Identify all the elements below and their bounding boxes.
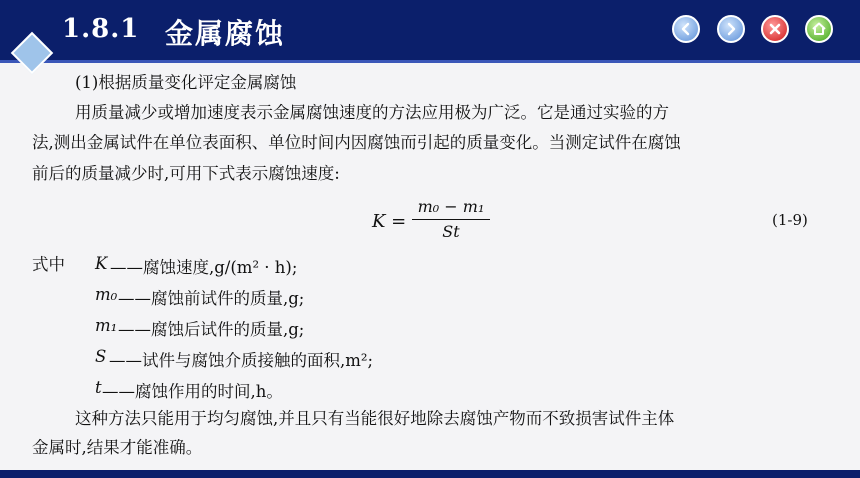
formula-lhs: K = bbox=[372, 211, 407, 232]
definition-text: ——腐蚀作用的时间,h。 bbox=[102, 382, 283, 401]
paragraph-1-line-3: 前后的质量减少时,可用下式表示腐蚀速度: bbox=[32, 164, 340, 183]
definition-text: ——腐蚀速度,g/(m² · h); bbox=[110, 258, 298, 277]
formula-denominator: St bbox=[442, 222, 460, 241]
footer-bar bbox=[0, 470, 860, 478]
page-title: 金属腐蚀 bbox=[165, 17, 286, 50]
formula-fraction bbox=[412, 196, 490, 243]
where-label: 式中 bbox=[32, 255, 65, 274]
definition-text: ——腐蚀前试件的质量,g; bbox=[118, 289, 305, 308]
paragraph-1-line-2: 法,测出金属试件在单位表面积、单位时间内因腐蚀而引起的质量变化。当测定试件在腐蚀 bbox=[32, 133, 681, 152]
paragraph-1-line-1: 用质量减少或增加速度表示金属腐蚀速度的方法应用极为广泛。它是通过实验的方 bbox=[75, 103, 669, 122]
formula-numerator: m₀ − m₁ bbox=[417, 197, 485, 216]
definition-text: ——腐蚀后试件的质量,g; bbox=[118, 320, 305, 339]
corrosion-rate-formula bbox=[372, 196, 492, 246]
home-icon[interactable] bbox=[805, 15, 833, 43]
forward-arrow-icon[interactable] bbox=[717, 15, 745, 43]
definition-symbol: S bbox=[95, 347, 107, 366]
definition-symbol: K bbox=[95, 254, 108, 273]
paragraph-2-line-2: 金属时,结果才能准确。 bbox=[32, 438, 203, 457]
paragraph-2-line-1: 这种方法只能用于均匀腐蚀,并且只有当能很好地除去腐蚀产物而不致损害试件主体 bbox=[75, 409, 675, 428]
equation-number: (1-9) bbox=[772, 211, 808, 229]
definition-symbol: t bbox=[95, 378, 102, 397]
definition-text: ——试件与腐蚀介质接触的面积,m²; bbox=[109, 351, 374, 370]
header-divider bbox=[0, 60, 860, 63]
section-heading: (1)根据质量变化评定金属腐蚀 bbox=[75, 73, 297, 92]
section-number: 1.8.1 bbox=[62, 14, 140, 44]
back-arrow-icon[interactable] bbox=[672, 15, 700, 43]
definition-symbol: m₀ bbox=[95, 285, 118, 304]
close-icon[interactable] bbox=[761, 15, 789, 43]
definition-symbol: m₁ bbox=[95, 316, 118, 335]
fraction-bar bbox=[412, 219, 490, 220]
